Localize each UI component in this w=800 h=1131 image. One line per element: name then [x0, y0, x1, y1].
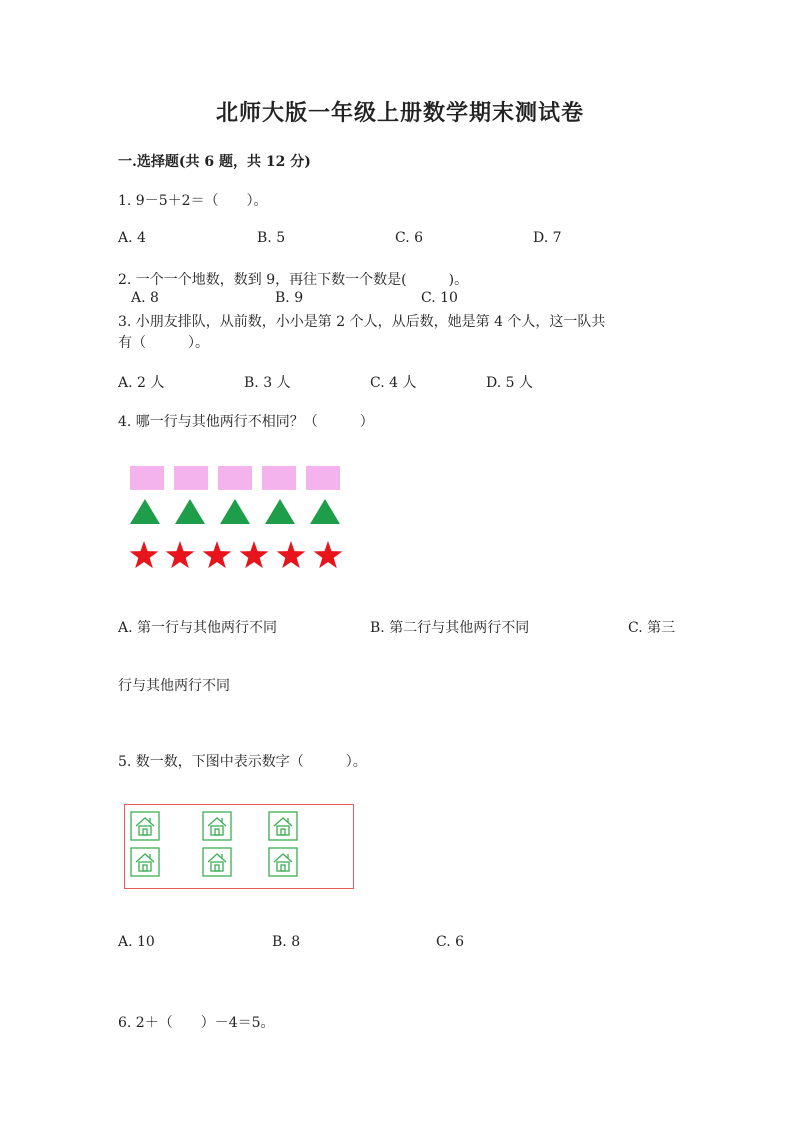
star-shape: [203, 541, 232, 568]
q5-option-c: C. 6: [436, 934, 465, 950]
question-2-stem: 2. 一个一个地数，数到 9，再往下数一个数是( )。: [118, 272, 469, 288]
house-icon: [269, 812, 297, 840]
house-icon: [203, 848, 231, 876]
house-count-frame: [124, 804, 354, 889]
q3-option-d: D. 5 人: [486, 375, 533, 391]
q4-option-b: B. 第二行与其他两行不同: [370, 620, 530, 636]
triangle-shape: [175, 499, 205, 524]
rectangle-shape: [262, 466, 296, 490]
shape-row-3: [128, 540, 358, 576]
triangle-shape: [265, 499, 295, 524]
rectangle-shape: [306, 466, 340, 490]
star-shape: [277, 541, 306, 568]
q3-option-c: C. 4 人: [370, 375, 417, 391]
triangle-shape: [310, 499, 340, 524]
q5-option-b: B. 8: [272, 934, 301, 950]
question-3-stem-line2: 有（ ）。: [118, 335, 209, 351]
rectangle-shape: [130, 466, 164, 490]
q3-option-b: B. 3 人: [244, 375, 291, 391]
q1-option-c: C. 6: [395, 230, 424, 246]
q2-option-b: B. 9: [275, 290, 304, 306]
house-icon: [131, 812, 159, 840]
q4-option-c: C. 第三: [628, 620, 676, 636]
triangle-shape: [130, 499, 160, 524]
star-shape: [130, 541, 159, 568]
star-shape: [240, 541, 269, 568]
q2-option-c: C. 10: [421, 290, 458, 306]
section-heading: 一.选择题(共 6 题，共 12 分): [118, 154, 311, 170]
shape-row-1: [128, 465, 358, 497]
rectangle-shape: [218, 466, 252, 490]
q1-option-b: B. 5: [257, 230, 286, 246]
shape-row-2: [128, 497, 358, 531]
q4-option-c-continuation: 行与其他两行不同: [118, 678, 230, 694]
triangle-shape: [220, 499, 250, 524]
house-icon: [131, 848, 159, 876]
star-shape: [314, 541, 343, 568]
question-4-stem: 4. 哪一行与其他两行不相同？（ ）: [118, 414, 374, 430]
house-icon: [269, 848, 297, 876]
q1-option-d: D. 7: [533, 230, 562, 246]
question-5-stem: 5. 数一数，下图中表示数字（ ）。: [118, 754, 367, 770]
q3-option-a: A. 2 人: [118, 375, 165, 391]
q4-option-a: A. 第一行与其他两行不同: [118, 620, 278, 636]
question-1-stem: 1. 9－5＋2＝（ ）。: [118, 193, 268, 209]
house-icon: [203, 812, 231, 840]
star-shape: [166, 541, 195, 568]
rectangle-shape: [174, 466, 208, 490]
question-6-stem: 6. 2＋（ ）－4＝5。: [118, 1015, 275, 1031]
page-title: 北师大版一年级上册数学期末测试卷: [215, 100, 584, 126]
q2-option-a: A. 8: [131, 290, 159, 306]
q5-option-a: A. 10: [118, 934, 155, 950]
q1-option-a: A. 4: [118, 230, 146, 246]
question-3-stem-line1: 3. 小朋友排队，从前数，小小是第 2 个人，从后数，她是第 4 个人，这一队共: [118, 314, 606, 330]
